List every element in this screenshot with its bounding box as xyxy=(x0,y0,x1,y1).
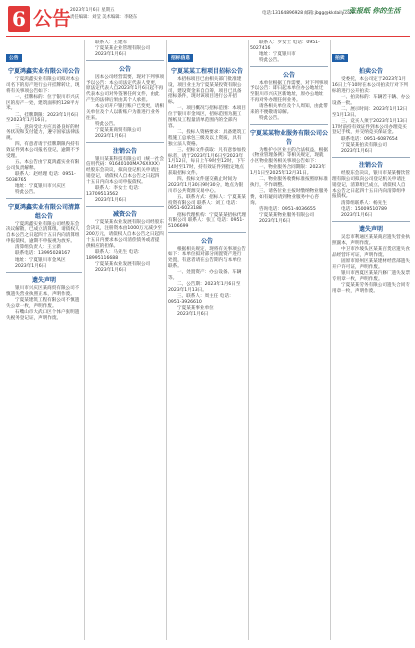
paragraph: 因本公司经营需要，现对下列事项予以公告：本公司法定代表人变更，原法定代表人自2023年1月6日起不再代表本公司对外签署任何文件，由此产生的法律后果由其个人承担。 xyxy=(86,74,164,103)
paragraph: 一、物业服务合同期限：2023年1月1日至2025年12月31日。 xyxy=(250,165,326,177)
notice-heading: 宁夏某某物业服务有限公司公告 xyxy=(250,129,328,146)
paragraph: 2023年1月6日 xyxy=(95,134,127,140)
notice-heading: 减资公告 xyxy=(112,211,137,219)
paragraph: 三、竞买人须于2023年1月13日17时前持有效证件到本公司办理竞买登记手续，并交纳竞买保证金。 xyxy=(332,118,408,136)
paragraph: 特此公告。 xyxy=(259,58,282,64)
divider xyxy=(86,60,164,61)
column-5 xyxy=(332,40,410,644)
paragraph: 特此公告。 xyxy=(15,190,38,196)
paragraph: 电话：15009510789 xyxy=(341,206,387,212)
paragraph: 宁夏某某农业发展有限公司 xyxy=(95,261,151,267)
paragraph: 经股东会决议，银川市某某餐饮管理有限公司拟向公司登记机关申请注销登记，清算组已成立，请债权人自本公告之日起四十五日内向清算组申报债权。 xyxy=(332,171,410,200)
paragraph: 二、挂牌期限：2023年1月6日至2023年1月16日。 xyxy=(6,112,79,124)
notice-heading: 遗失声明 xyxy=(358,226,383,234)
paragraph: 宁夏某某物业服务有限公司 xyxy=(259,213,315,219)
paragraph: 联系电话：13995028167 xyxy=(15,251,71,257)
notice-body xyxy=(6,286,82,322)
paragraph: 本招标项目已由相关部门批准建设，项目业主为宁夏某某投资有限公司，建设资金来自自筹，项目已具备招标条件，现对该项目进行公开招标。 xyxy=(168,77,242,106)
header-divider xyxy=(6,36,410,37)
paragraph: 三、联系人：周主任 电话：0951-3926610 xyxy=(168,294,234,305)
paragraph: 联系人：李女士 电话：13709513562 xyxy=(86,186,143,197)
paragraph: 五、本公告由宁夏鸿鑫实业有限公司负责解释。 xyxy=(6,160,80,171)
notice-body xyxy=(86,75,164,140)
column-1 xyxy=(6,40,82,644)
paragraph: 2023年1月6日 xyxy=(259,219,291,225)
paragraph: 二、投标人资格要求：具备建筑工程施工总承包三级及以上资质，具有独立法人资格。 xyxy=(168,129,246,147)
column-rule xyxy=(84,40,85,640)
paragraph: 招标代理机构：宁夏某某招标代理有限公司 联系人：张工 电话：0951-5106699 xyxy=(168,212,246,230)
paragraph: 请各相关单位及个人周知，由此带来的不便敬请谅解。 xyxy=(250,104,328,115)
paragraph: 地址：宁夏银川市 xyxy=(259,51,296,57)
notice-heading: 拍卖公告 xyxy=(358,68,383,75)
notice-body xyxy=(332,171,410,219)
paragraph: 清算组联系人：杨先生 xyxy=(341,200,387,206)
column-2 xyxy=(86,40,164,644)
paragraph: 2023年1月6日 xyxy=(177,312,209,318)
issue-date: 2023年1月6日 星期五 xyxy=(70,8,115,13)
paragraph: 银川某某科技有限公司（统一社会信用代码：91640100MA76XXXX）经股东会决议，拟向登记机关申请注销登记，请债权人自本公告之日起四十五日内向本公司申报债权。 xyxy=(86,156,164,185)
paragraph: 受委托，本公司定于2023年1月16日上午10时在本公司拍卖厅对下列标的进行公开拍卖： xyxy=(332,77,409,94)
notice-body xyxy=(250,40,328,64)
paragraph: 宁夏某某劳务有限公司遗失合同专用章一枚，声明作废。 xyxy=(332,283,410,295)
paragraph: 宁夏某某企业管理有限公司 xyxy=(95,46,151,52)
notice-heading: 遗失声明 xyxy=(31,277,56,285)
paragraph: 一、挂牌标的：位于银川市兴庆区的房产一处，建筑面积约128平方米。 xyxy=(6,94,80,112)
paragraph: 银川市西夏区某某汽修厂遗失发票专用章一枚，声明作废。 xyxy=(332,271,410,283)
page-title: 公告 xyxy=(33,8,72,30)
paragraph: 根据相关规定，现将有关事项公告如下：本单位拟对部分闲置资产进行处置，有意者请在公告期内与本单位联系。 xyxy=(168,246,246,270)
paragraph: 本公司开户银行账户已变更，请相关单位及个人以新账户为准进行业务往来。 xyxy=(86,104,164,121)
column-rule xyxy=(166,40,167,640)
notice-heading: 公告 xyxy=(118,65,131,73)
paragraph: 2023年1月6日 xyxy=(95,52,127,58)
paragraph: 2023年1月6日 xyxy=(95,198,127,204)
paragraph: 三、意向受让方应具备良好的财务状况和支付能力，遵守国家法律法规。 xyxy=(6,124,80,142)
column-4 xyxy=(250,40,328,644)
paragraph: 地址：宁夏银川市兴庆区 xyxy=(15,184,66,190)
section-tag: 公告 xyxy=(6,54,22,62)
paragraph: 联系人：赵经理 电话：0951-5038765 xyxy=(6,172,76,183)
divider xyxy=(6,272,82,273)
column-rule xyxy=(330,40,331,640)
section-tag: 拍卖 xyxy=(332,54,348,62)
paragraph: 2023年1月6日 xyxy=(341,148,373,154)
paragraph: 宁夏鸿鑫实业有限公司经股东会决议解散，已成立清算组。请债权人自本公告之日起四十五日内向清算组申报债权，逾期不申报视为放弃。 xyxy=(6,221,80,245)
notice-body xyxy=(86,220,164,273)
paragraph: 三、招标文件获取：凡有意参加投标者，请于2023年1月6日至2023年1月12日，每日上午9时至12时，下午14时至17时，持有效证件到指定地点获取招标文件。 xyxy=(168,147,246,176)
paragraph: 2023年1月6日 xyxy=(15,263,47,269)
paragraph: 宁夏某某农业发展有限公司经股东会决议，注册资本由1000万元减少至200万元，请债权人自本公告之日起四十五日内要求本公司清偿债务或者提供相应的担保。 xyxy=(86,220,164,249)
notice-body xyxy=(250,148,328,226)
paragraph: 五、联系方式：招标人：宁夏某某投资有限公司 联系人：刘工 电话：0951-6023188 xyxy=(168,194,246,212)
paragraph: 宁夏某建筑工程有限公司不慎遗失公章一枚，声明作废。 xyxy=(6,298,80,309)
notice-heading: 注销公告 xyxy=(358,162,383,170)
paragraph: 四、投标文件递交截止时间为2023年1月30日9时30分，地点为银川市公共资源交易中心。 xyxy=(168,177,244,194)
paragraph: 特此公告。 xyxy=(95,121,118,127)
notice-heading: 公告 xyxy=(282,71,295,79)
divider xyxy=(168,232,246,233)
notice-heading: 公告 xyxy=(200,237,213,245)
newspaper-logo: 一张报纸 你的生活 xyxy=(342,6,401,15)
paragraph: 三、请各位业主按时缴纳物业服务费，如有疑问请到物业服务中心咨询。 xyxy=(250,189,328,206)
paragraph: 联系人：罗女士 电话：0951-5027416 xyxy=(250,40,320,51)
paragraph: 清算组负责人：王立新 xyxy=(15,245,61,251)
notice-heading: 宁夏鸿鑫实业有限公司公告 xyxy=(7,68,80,75)
paragraph: 宁夏某某商贸有限公司 xyxy=(95,128,141,134)
paragraph: 联系电话：0951-6087654 xyxy=(341,136,398,142)
paragraph: 一、项目概况与招标范围：本项目位于银川市金凤区，招标范围为施工图纸及工程量清单范围内的全部内容。 xyxy=(168,106,246,129)
paragraph: 宁夏某某事业单位 xyxy=(177,306,214,312)
paragraph: 联系人：王建军 xyxy=(95,40,128,45)
paragraph: 联系人：马先生 电话：18995116688 xyxy=(86,249,143,261)
divider xyxy=(332,157,410,158)
divider xyxy=(86,206,164,207)
notice-heading: 注销公告 xyxy=(112,147,137,155)
divider xyxy=(86,142,164,143)
paragraph: 2023年1月6日 xyxy=(341,213,373,219)
paragraph: 石嘴山市大武口区个体户张明遗失税务登记证，声明作废。 xyxy=(6,310,80,321)
notice-heading: 宁夏某某工程项目招标公告 xyxy=(170,68,243,75)
notice-body xyxy=(250,81,328,122)
column-rule xyxy=(248,40,249,640)
notice-body xyxy=(86,40,164,58)
divider xyxy=(250,66,328,67)
notice-body xyxy=(332,77,410,155)
paragraph: 四、有意者请于挂牌期限内持有效证件到本公司报名登记，逾期不予受理。 xyxy=(6,142,80,159)
divider xyxy=(332,221,410,222)
notice-body xyxy=(168,247,246,319)
paragraph: 地址：宁夏银川市金凤区 xyxy=(15,257,66,263)
paragraph: 2023年1月6日 xyxy=(95,267,127,273)
paragraph: 银川市兴庆区某商贸有限公司不慎遗失营业执照正本，声明作废。 xyxy=(6,286,80,297)
notice-body xyxy=(332,235,410,295)
paragraph: 二、展示时间：2023年1月12日至1月13日。 xyxy=(332,106,408,118)
divider xyxy=(250,124,328,125)
notice-body xyxy=(6,222,82,270)
paragraph: 宁夏某某拍卖有限公司 xyxy=(341,142,387,148)
notice-body xyxy=(86,157,164,204)
page-number: 6 xyxy=(8,6,30,32)
notice-heading: 宁夏鸿鑫实业有限公司清算组公告 xyxy=(7,203,80,220)
paragraph: 宁夏鸿鑫实业有限公司拟对本公司名下的房产进行公开挂牌转让，现将有关事项公告如下： xyxy=(6,77,80,94)
paragraph: 特此公告。 xyxy=(259,116,282,122)
editor-line: 责任编辑：刘莹 美术编辑：李晓东 xyxy=(70,15,138,20)
column-3 xyxy=(168,40,246,644)
paragraph: 二、物业服务收费标准按照原标准执行，不作调整。 xyxy=(250,177,328,189)
paragraph: 一、处置资产：办公设备、车辆等。 xyxy=(168,270,242,282)
paragraph: 本单位根据工作需要，对下列事项予以公告：即日起本单位办公地址迁至银川市兴庆区新地址，原办公地址不再对外办理任何业务。 xyxy=(250,80,328,103)
paragraph: 中卫市沙坡头区某某百货店遗失食品经营许可证，声明作废。 xyxy=(332,247,410,259)
paragraph: 为维护小区业主的合法权益，根据《物业管理条例》等相关规定，现就小区物业服务相关事项公告如下： xyxy=(250,147,328,165)
paragraph: 固原市原州区某某建材经营部遗失开户许可证，声明作废。 xyxy=(332,259,410,271)
notice-body xyxy=(168,77,246,230)
divider xyxy=(6,198,82,199)
paragraph: 咨询电话：0951-4036655 xyxy=(259,207,316,213)
paragraph: 一、拍卖标的：车辆若干辆、办公设备一批。 xyxy=(332,94,410,106)
section-tag: 招标信息 xyxy=(168,54,193,62)
notice-body xyxy=(6,77,82,196)
contact-info: 电话:13164896928 邮箱:jbgg@kkdaily.com xyxy=(262,11,355,16)
paragraph: 二、公告期：2023年1月6日至2023年1月13日。 xyxy=(168,282,241,294)
paragraph: 吴忠市利通区某某商店遗失营业执照副本，声明作废。 xyxy=(332,235,410,247)
